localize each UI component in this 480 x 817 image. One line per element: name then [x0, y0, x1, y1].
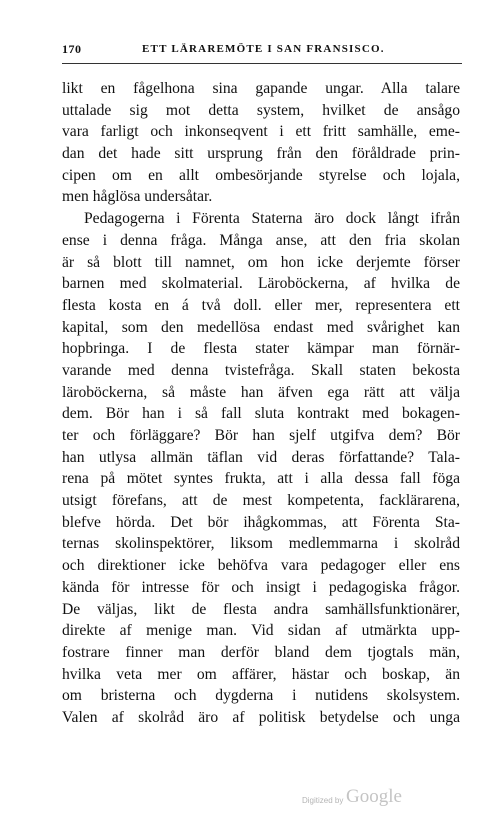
- watermark-prefix: Digitized by: [302, 796, 344, 805]
- text-line: varande med denna tvistefråga. Skall staten bekosta: [62, 361, 460, 379]
- text-line: kända för intresse för och insigt i pedagogiska frågor.: [62, 578, 460, 596]
- text-line: hopbringa. I de flesta stater kämpar man förnär-: [62, 340, 460, 358]
- text-line: dan det hade sitt ursprung från den föråldrade prin-: [62, 145, 460, 163]
- text-line: barnen med skolmaterial. Läroböckerna, af hvilka de: [62, 275, 460, 293]
- text-line: och direktioner icke behöfva vara pedagoger eller ens: [62, 557, 460, 575]
- text-line: De väljas, likt de flesta andra samhällsfunktionärer,: [62, 600, 460, 618]
- text-line: flesta kosta en á två doll. eller mer, representera ett: [62, 296, 460, 314]
- running-title: ETT LÄRAREMÖTE I SAN FRANSISCO.: [142, 43, 385, 55]
- header-rule: [62, 63, 462, 64]
- text-line: likt en fågelhona sina gapande ungar. Alla talare: [62, 80, 460, 97]
- text-line: är så blott till namnet, om hon icke derjemte förser: [62, 253, 460, 271]
- text-line: rena på mötet syntes frukta, att i alla dessa fall föga: [62, 470, 460, 488]
- digitized-by-google-watermark: [302, 786, 422, 810]
- text-line: uttalade sig mot detta system, hvilket de ansågo: [62, 101, 460, 119]
- text-line: Valen af skolråd äro af politisk betydelse och unga: [62, 708, 460, 726]
- text-line: hvilka veta mer om affärer, hästar och boskap, än: [62, 665, 460, 683]
- text-line: om bristerna och dygderna i nutidens skolsystem.: [62, 687, 460, 705]
- text-line: kapital, som den medellösa endast med svårighet kan: [62, 318, 460, 336]
- text-line: ter och förläggare? Bör han sjelf utgifva dem? Bör: [62, 427, 460, 444]
- text-line: direkte af menige man. Vid sidan af utmärkta upp-: [62, 622, 460, 640]
- text-line: läroböckerna, så måste han äfven ega rätt att välja: [62, 383, 460, 401]
- body-text: [62, 78, 460, 729]
- page-number: 170: [62, 42, 82, 56]
- text-line: cipen om en allt ombesörjande styrelse och lojala,: [62, 166, 460, 184]
- text-line: utsigt förefans, att de mest kompetenta, facklärarena,: [62, 492, 460, 510]
- paragraph-start-line: Pedagogerna i Förenta Staterna äro dock långt ifrån: [84, 210, 460, 228]
- text-line: ternas skolinspektörer, liksom medlemmarna i skolråd: [62, 535, 460, 553]
- text-line: ense i denna fråga. Många anse, att den fria skolan: [62, 231, 460, 249]
- google-logo: Google: [346, 786, 402, 807]
- running-head: [62, 42, 460, 60]
- text-line: dem. Bör han i så fall sluta kontrakt med bokagen-: [62, 405, 460, 423]
- text-line: fostrare finner man derför bland dem tjogtals män,: [62, 643, 460, 661]
- text-line: vara farligt och inkonseqvent i ett fritt samhälle, eme-: [62, 123, 460, 141]
- paragraph-end-line: men håglösa undersåtar.: [62, 188, 213, 206]
- text-line: han utlysa allmän täflan vid deras författande? Tala-: [62, 448, 460, 466]
- text-line: blefve hörda. Det bör ihågkommas, att Förenta Sta-: [62, 513, 460, 531]
